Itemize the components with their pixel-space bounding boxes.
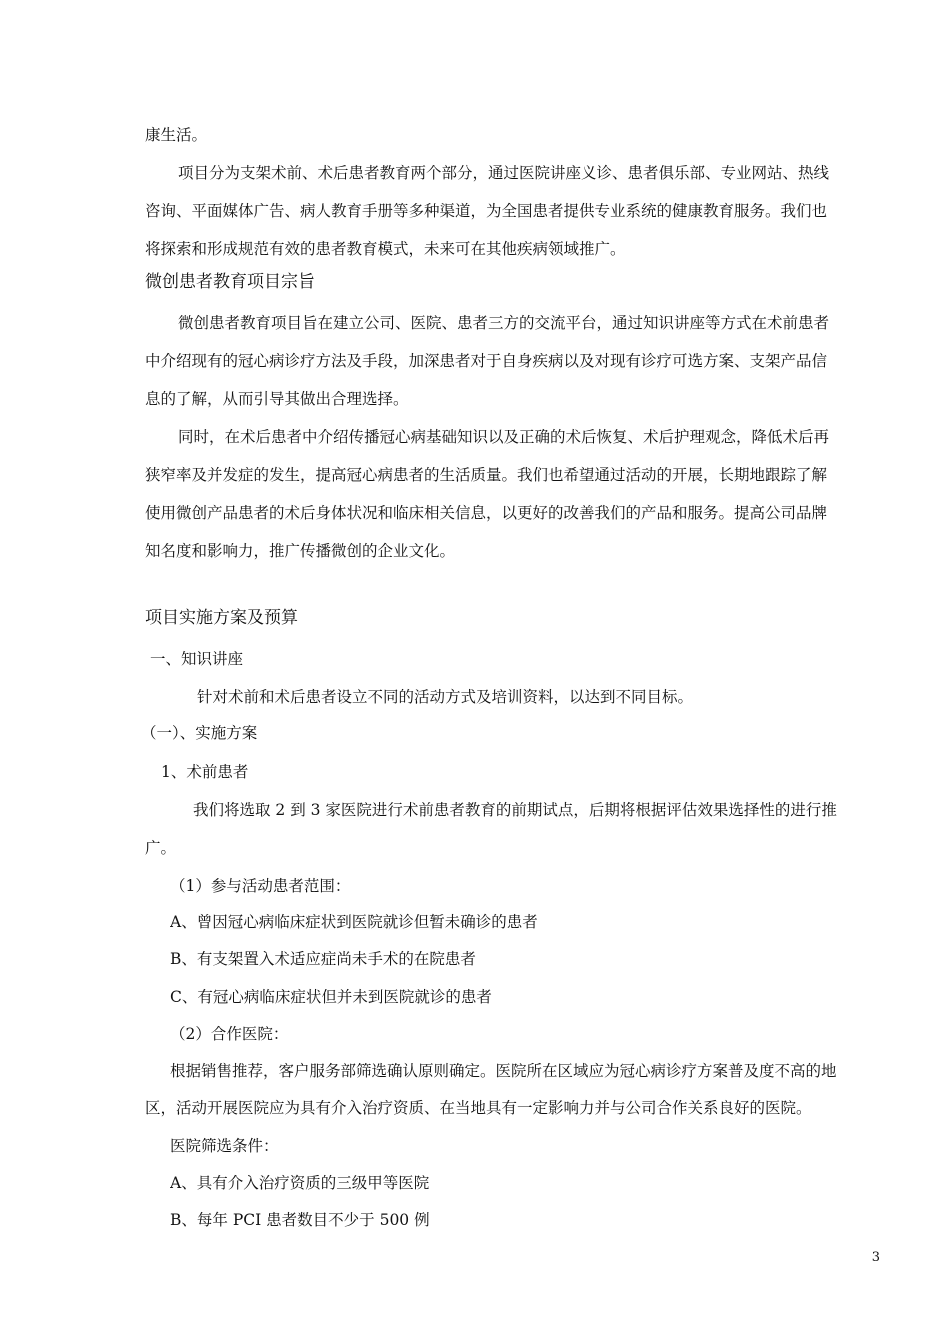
text-line: 康生活。	[145, 126, 208, 144]
text-line: 息的了解，从而引导其做出合理选择。	[145, 390, 409, 408]
list-item: B、有支架置入术适应症尚未手术的在院患者	[170, 950, 476, 968]
text-line: 根据销售推荐，客户服务部筛选确认原则确定。医院所在区域应为冠心病诊疗方案普及度不高的地	[170, 1062, 837, 1080]
text-line: 我们将选取 2 到 3 家医院进行术前患者教育的前期试点，后期将根据评估效果选择性的进行推	[193, 801, 837, 819]
text-line: 中介绍现有的冠心病诊疗方法及手段，加深患者对于自身疾病以及对现有诊疗可选方案、支架产品信	[145, 352, 828, 370]
text-line: 微创患者教育项目旨在建立公司、医院、患者三方的交流平台，通过知识讲座等方式在术前患者	[178, 314, 830, 332]
text-line: 知名度和影响力，推广传播微创的企业文化。	[145, 542, 456, 560]
list-title: （1）参与活动患者范围：	[170, 877, 351, 895]
text-line: 将探索和形成规范有效的患者教育模式，未来可在其他疾病领域推广。	[145, 240, 626, 258]
section-heading: 微创患者教育项目宗旨	[145, 272, 315, 292]
list-item: C、有冠心病临床症状但并未到医院就诊的患者	[170, 988, 492, 1006]
section-heading: 项目实施方案及预算	[145, 608, 298, 628]
text-line: 狭窄率及并发症的发生，提高冠心病患者的生活质量。我们也希望通过活动的开展，长期地跟踪了解	[145, 466, 828, 484]
text-line: 同时，在术后患者中介绍传播冠心病基础知识以及正确的术后恢复、术后护理观念，降低术后再	[178, 428, 830, 446]
text-line: 广。	[145, 839, 177, 857]
page-number: 3	[871, 1250, 880, 1265]
text-line: 咨询、平面媒体广告、病人教育手册等多种渠道，为全国患者提供专业系统的健康教育服务。我们也	[145, 202, 828, 220]
text-line: 使用微创产品患者的术后身体状况和临床相关信息，以更好的改善我们的产品和服务。提高公司品牌	[145, 504, 828, 522]
text-line: 区，活动开展医院应为具有介入治疗资质、在当地具有一定影响力并与公司合作关系良好的医院。	[145, 1099, 812, 1117]
text-line: 项目分为支架术前、术后患者教育两个部分，通过医院讲座义诊、患者俱乐部、专业网站、热线	[178, 164, 830, 182]
list-item: A、曾因冠心病临床症状到医院就诊但暂未确诊的患者	[170, 913, 538, 931]
list-item: B、每年 PCI 患者数目不少于 500 例	[170, 1211, 430, 1229]
item-title: 1、术前患者	[161, 763, 249, 781]
list-item: A、具有介入治疗资质的三级甲等医院	[170, 1174, 430, 1192]
subsection-title: （一）、实施方案	[141, 724, 258, 742]
section-title: 一、知识讲座	[150, 650, 244, 668]
list-title: 医院筛选条件：	[170, 1137, 279, 1155]
list-title: （2）合作医院：	[170, 1025, 289, 1043]
text-line: 针对术前和术后患者设立不同的活动方式及培训资料，以达到不同目标。	[197, 688, 694, 706]
